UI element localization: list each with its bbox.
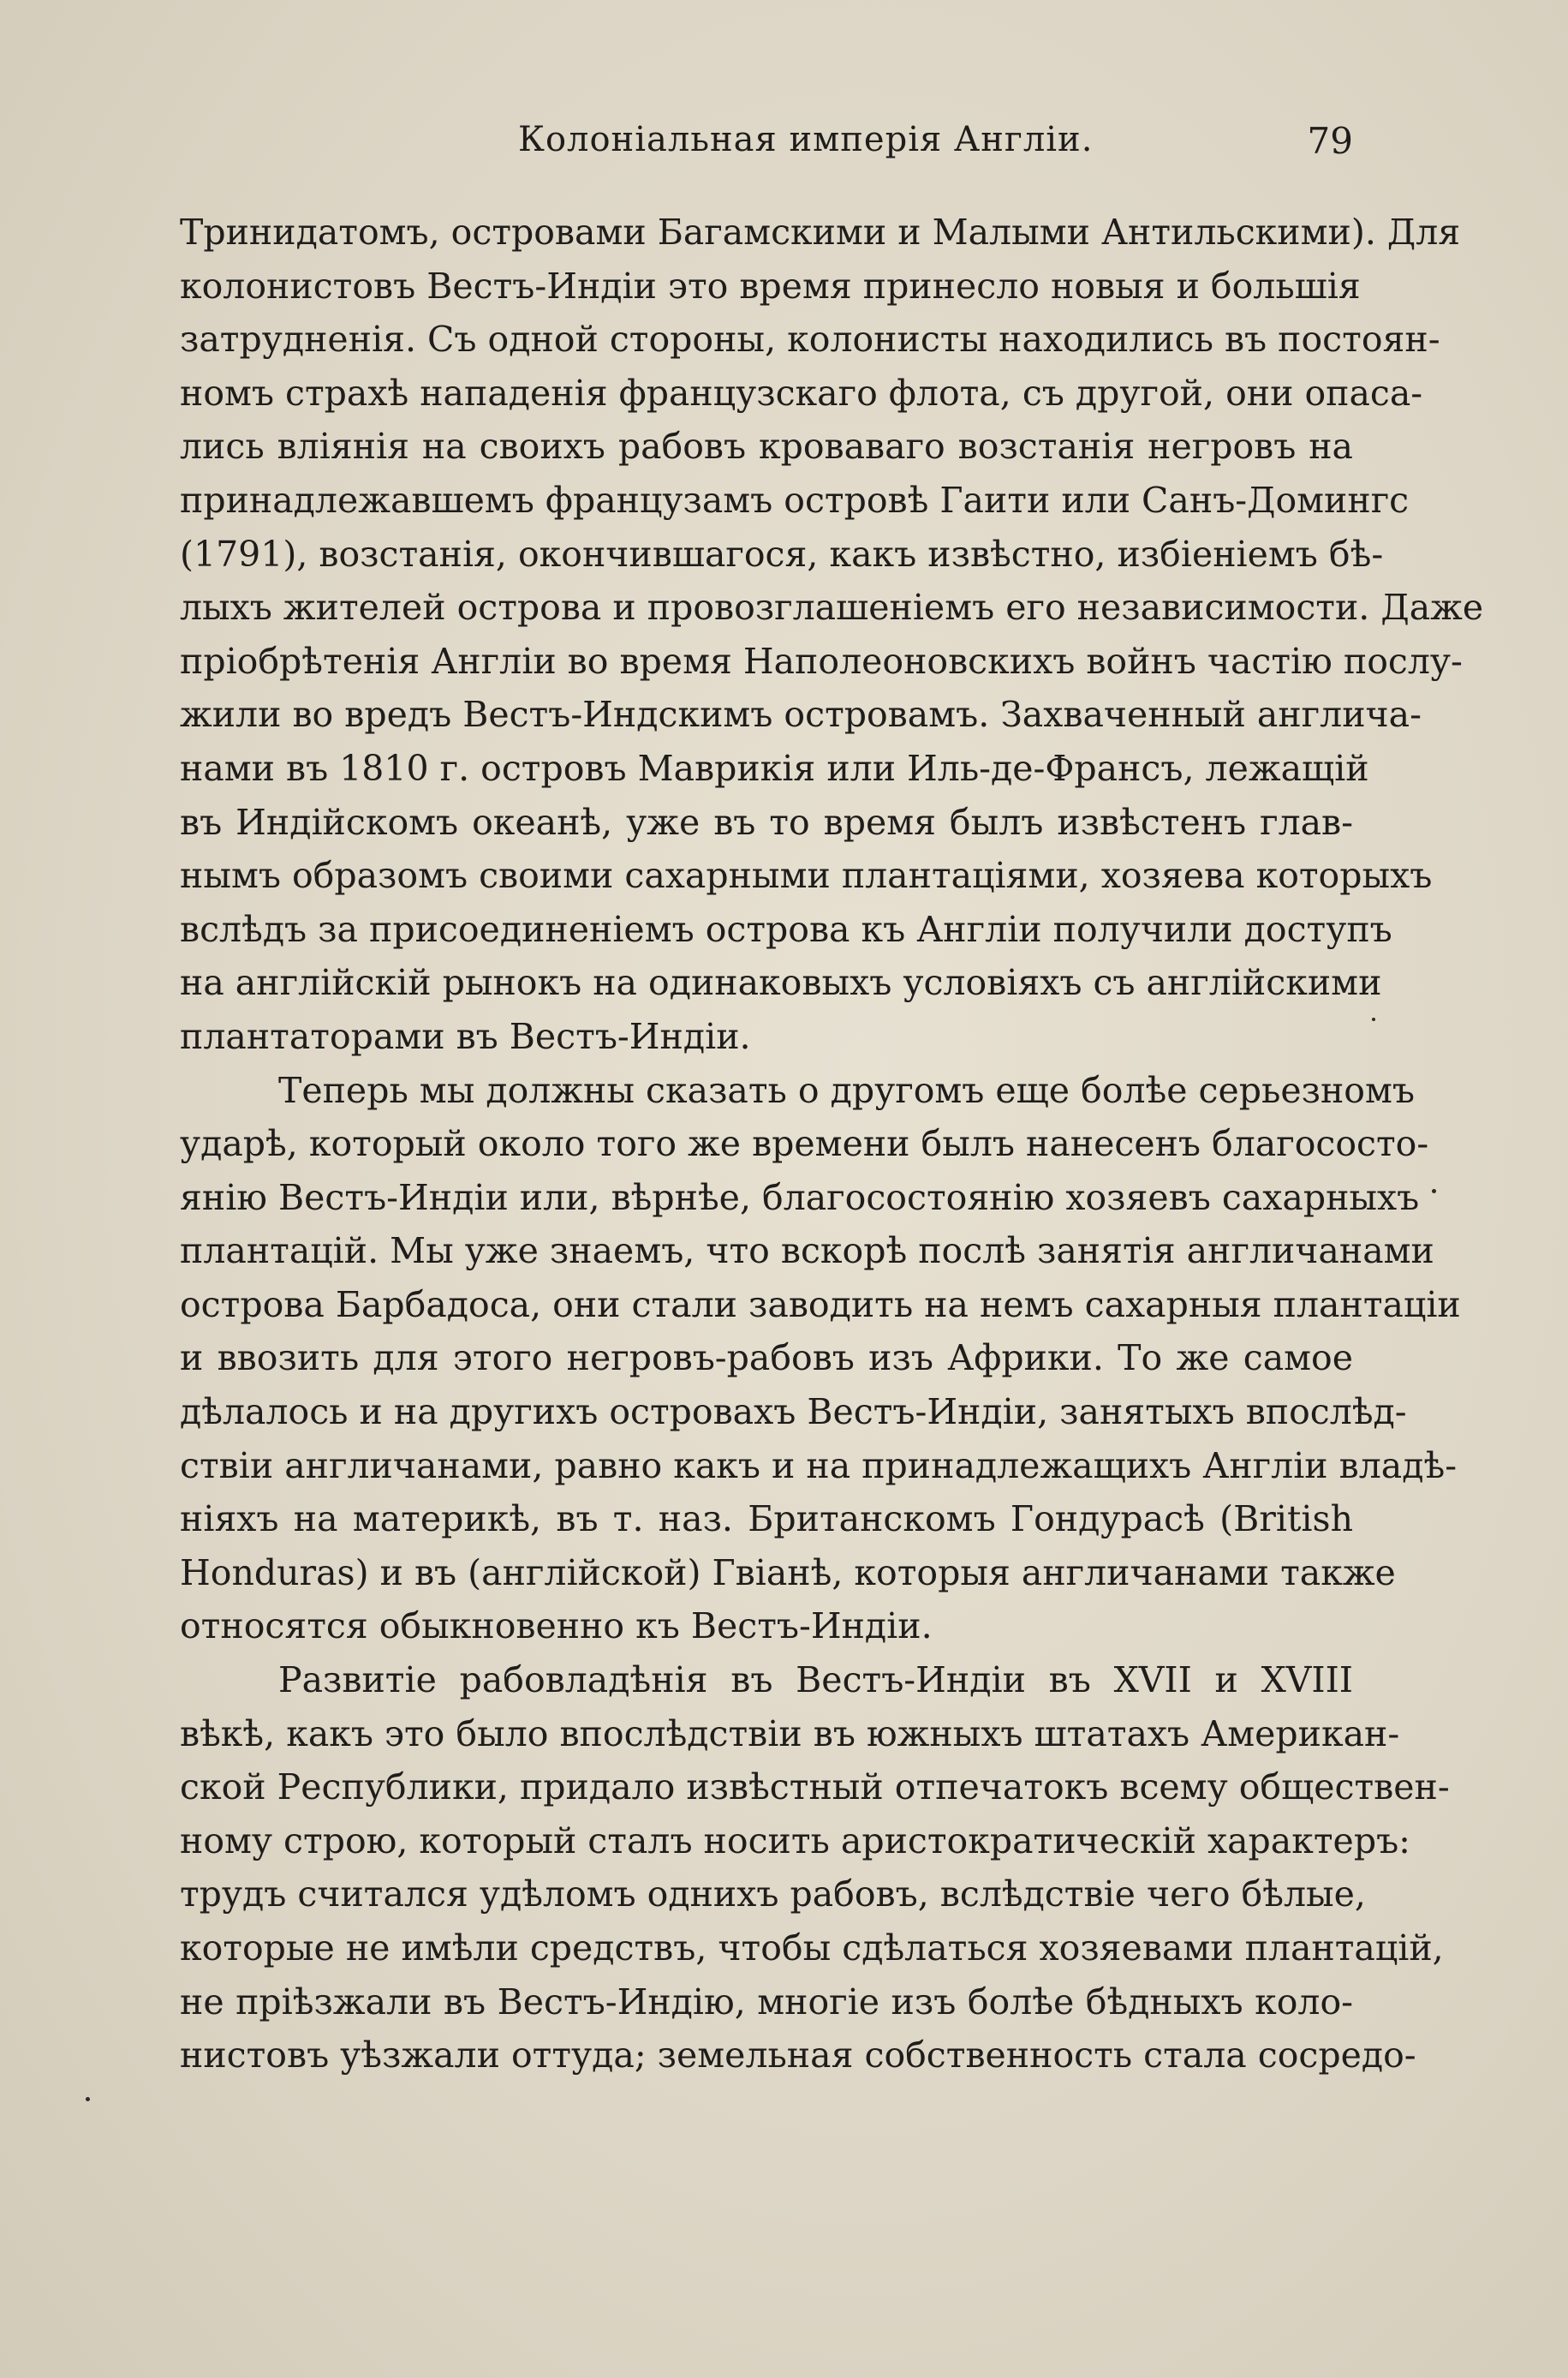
page-header <box>180 120 1353 171</box>
text-line: нымъ образомъ своими сахарными плантаціями, хозяева которыхъ <box>180 855 1433 897</box>
text-line: жили во вредъ Вестъ-Индскимъ островамъ. Захваченный англича- <box>180 694 1422 736</box>
text-line: лись вліянія на своихъ рабовъ кроваваго возстанія негровъ на <box>180 426 1353 468</box>
text-line: янію Вестъ-Индіи или, вѣрнѣе, благосостоянію хозяевъ сахарныхъ <box>180 1176 1420 1218</box>
text-line: ніяхъ на материкѣ, въ т. наз. Британскомъ Гондурасѣ (British <box>180 1498 1353 1540</box>
paragraph-end-line: относятся обыкновенно къ Вестъ-Индіи. <box>180 1605 933 1647</box>
body-text <box>180 206 1484 2082</box>
paragraph-start-line: Развитіе рабовладѣнія въ Вестъ-Индіи въ XVII и XVIII <box>278 1659 1353 1701</box>
running-title: Колоніальная имперія Англіи. <box>518 120 1094 159</box>
ink-speck <box>1432 1189 1436 1193</box>
text-line: нами въ 1810 г. островъ Маврикія или Иль-де-Франсъ, лежащій <box>180 747 1369 789</box>
paragraph-end-line: плантаторами въ Вестъ-Индіи. <box>180 1015 751 1057</box>
text-line: нистовъ уѣзжали оттуда; земельная собственность стала сосредо- <box>180 2034 1416 2076</box>
text-line: не пріѣзжали въ Вестъ-Индію, многіе изъ болѣе бѣдныхъ коло- <box>180 1981 1353 2022</box>
text-line: пріобрѣтенія Англіи во время Наполеоновскихъ войнъ частію послу- <box>180 640 1463 682</box>
paragraph-start-line: Теперь мы должны сказать о другомъ еще болѣе серьезномъ <box>278 1069 1415 1111</box>
text-line: Honduras) и въ (англійской) Гвіанѣ, которыя англичанами также <box>180 1551 1396 1593</box>
text-line: которые не имѣли средствъ, чтобы сдѣлаться хозяевами плантацій, <box>180 1927 1444 1969</box>
page-number: 79 <box>1307 120 1353 162</box>
text-line: номъ страхѣ нападенія французскаго флота, съ другой, они опаса- <box>180 372 1423 414</box>
text-line: на англійскій рынокъ на одинаковыхъ условіяхъ съ англійскими <box>180 962 1382 1004</box>
text-line: ствіи англичанами, равно какъ и на принадлежащихъ Англіи владѣ- <box>180 1444 1458 1486</box>
text-line: принадлежавшемъ французамъ островѣ Гаити или Санъ-Домингс <box>180 479 1410 521</box>
text-line: ному строю, который сталъ носить аристократическій характеръ: <box>180 1819 1410 1861</box>
text-line: лыхъ жителей острова и провозглашеніемъ его независимости. Даже <box>180 587 1484 629</box>
text-line: затрудненія. Съ одной стороны, колонисты находились въ постоян- <box>180 319 1440 361</box>
text-line: колонистовъ Вестъ-Индіи это время принесло новыя и большія <box>180 265 1361 307</box>
text-line: ударѣ, который около того же времени былъ нанесенъ благососто- <box>180 1123 1429 1165</box>
text-line: плантацій. Мы уже знаемъ, что вскорѣ послѣ занятія англичанами <box>180 1230 1434 1272</box>
text-line: (1791), возстанія, окончившагося, какъ извѣстно, избіеніемъ бѣ- <box>180 533 1384 575</box>
ink-speck <box>1372 1018 1375 1021</box>
ink-speck <box>86 2097 90 2101</box>
text-line: и ввозить для этого негровъ-рабовъ изъ Африки. То же самое <box>180 1337 1353 1379</box>
text-line: трудъ считался удѣломъ однихъ рабовъ, вслѣдствіе чего бѣлые, <box>180 1873 1366 1915</box>
text-line: ской Республики, придало извѣстный отпечатокъ всему обществен- <box>180 1766 1450 1808</box>
text-line: въ Индійскомъ океанѣ, уже въ то время былъ извѣстенъ глав- <box>180 801 1353 843</box>
text-line: дѣлалось и на другихъ островахъ Вестъ-Индіи, занятыхъ впослѣд- <box>180 1391 1407 1433</box>
text-line: острова Барбадоса, они стали заводить на немъ сахарныя плантаціи <box>180 1283 1461 1325</box>
text-line: Тринидатомъ, островами Багамскими и Малыми Антильскими). Для <box>180 212 1461 253</box>
text-line: вслѣдъ за присоединеніемъ острова къ Англіи получили доступъ <box>180 908 1392 950</box>
text-line: вѣкѣ, какъ это было впослѣдствіи въ южныхъ штатахъ Американ- <box>180 1712 1400 1754</box>
